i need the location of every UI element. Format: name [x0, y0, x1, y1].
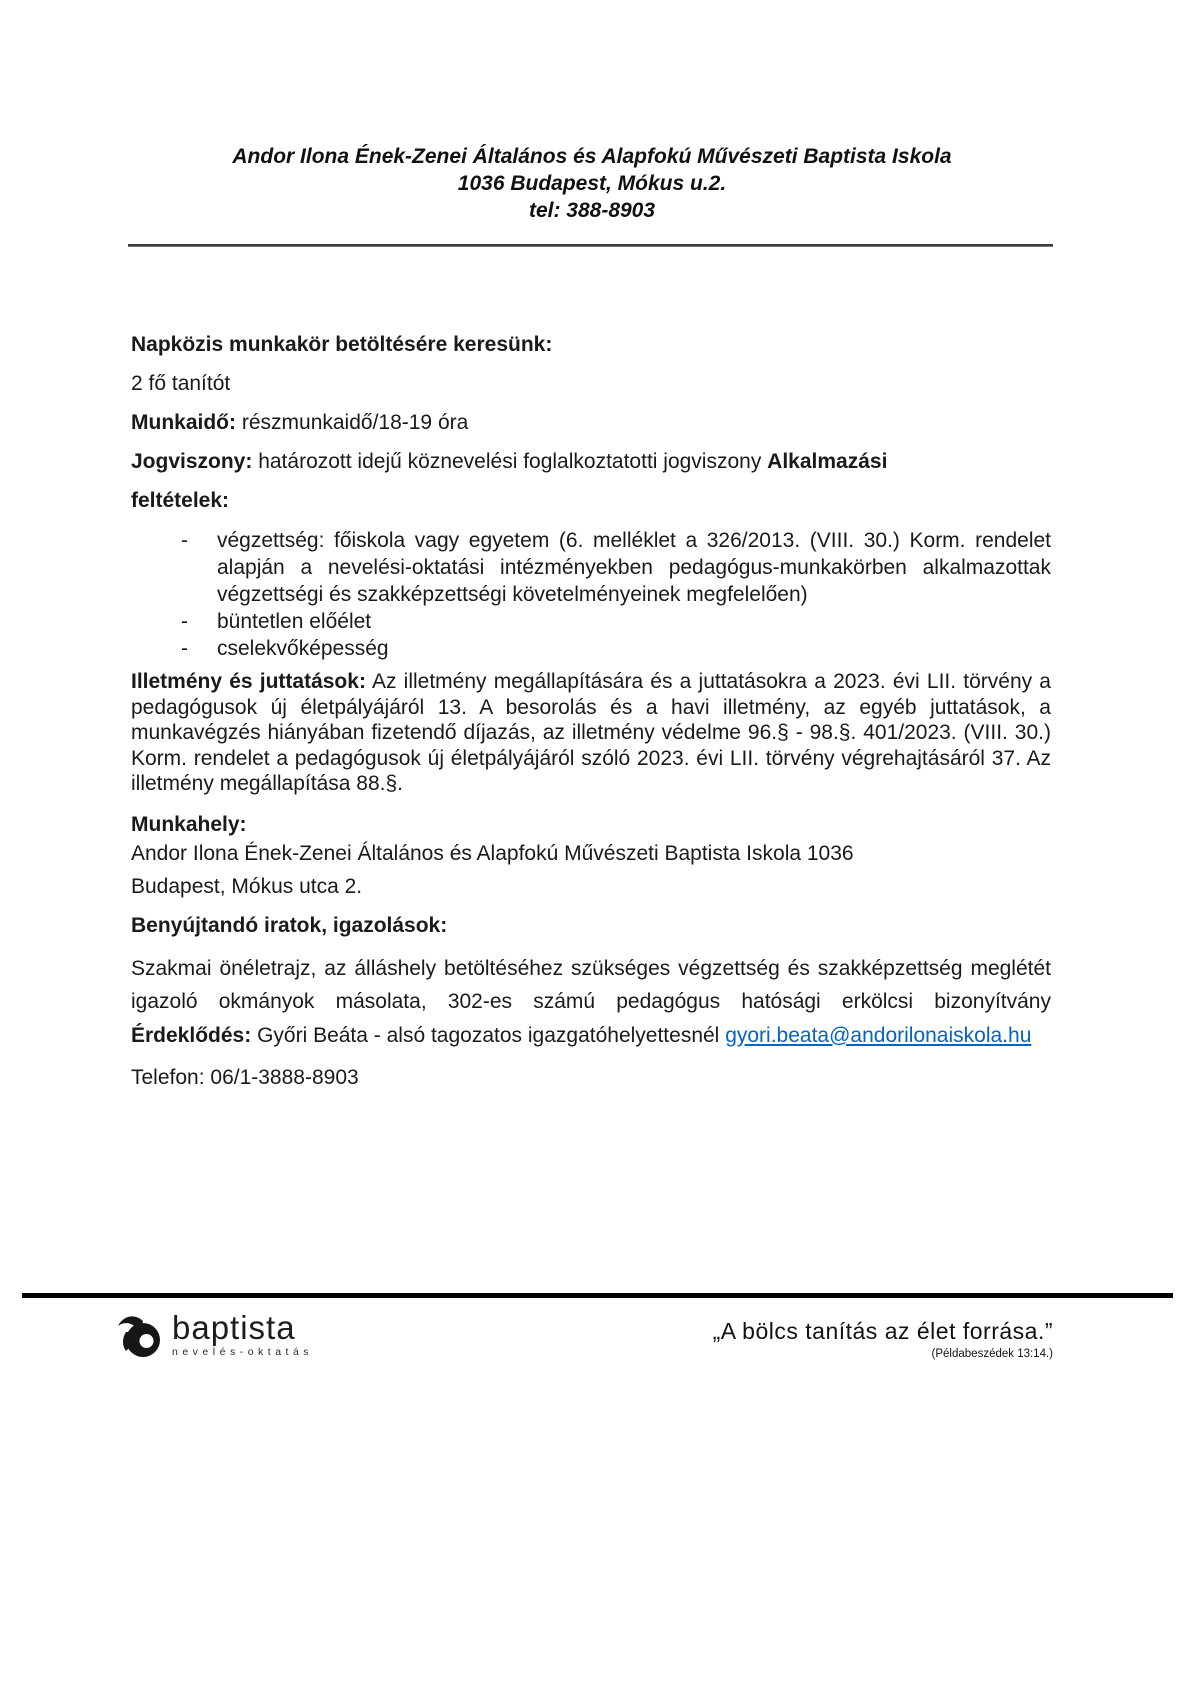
list-item [131, 527, 1051, 608]
salary-paragraph [131, 669, 1051, 797]
documents-text: Szakmai önéletrajz, az álláshely betöltéséhez szükséges végzettség és szakképzettség meglétét igazoló okmányok másolata, 302-es számú pedagógus hatósági erkölcsi bizonyítvány [131, 956, 1051, 1013]
worktime-value: részmunkaidő/18-19 óra [241, 411, 469, 434]
dash-marker: - [181, 610, 188, 633]
email-link[interactable]: gyori.beata@andorilonaiskola.hu [725, 1023, 1032, 1047]
dash-marker: - [181, 637, 188, 660]
contact-value: Győri Beáta - alsó tagozatos igazgatóhelyettesnél [257, 1023, 720, 1047]
footer-divider [22, 1293, 1173, 1298]
relation-label: Jogviszony: [131, 450, 253, 473]
header-divider [128, 244, 1053, 247]
documents-heading: Benyújtandó iratok, igazolások: [131, 913, 448, 937]
school-name: Andor Ilona Ének-Zenei Általános és Alapfokú Művészeti Baptista Iskola [232, 145, 952, 168]
condition-text: cselekvőképesség [217, 637, 389, 660]
salary-text: Az illetmény megállapítására és a juttatásokra a 2023. évi LII. törvény a pedagógusok új életpályájáról 13. A besorolás és a havi illetmény, az egyéb juttatások, a munkavégzés hiányában fizetendő díjazás, az illetmény védelme 96.§ - 98.§. 401/2023. (VIII. 30.) Korm. rendelet a pedagógusok új életpályájáról szóló 2023. évi LII. törvény végrehajtásáról 37. Az illetmény megállapítása 88.§. [131, 670, 1051, 795]
letterhead [131, 143, 1053, 224]
salary-label: Illetmény és juttatások: [131, 670, 366, 693]
relation-line [131, 449, 1051, 475]
worktime-line [131, 410, 1051, 436]
workplace-address-line1: Andor Ilona Ének-Zenei Általános és Alapfokú Művészeti Baptista Iskola 1036 [131, 841, 854, 865]
positions-line: 2 fő tanítót [131, 372, 231, 395]
logo-text-block [172, 1311, 313, 1358]
contact-label: Érdeklődés: [131, 1023, 252, 1047]
workplace-block [131, 810, 1051, 868]
conditions-list [131, 527, 1051, 662]
dove-icon [116, 1311, 166, 1363]
school-phone: tel: 388-8903 [528, 199, 656, 222]
workplace-address-line2: Budapest, Mókus utca 2. [131, 874, 363, 898]
workplace-label: Munkahely: [131, 812, 247, 836]
vacancy-heading: Napközis munkakör betöltésére keresünk: [131, 333, 553, 356]
dash-marker: - [181, 529, 188, 552]
list-item [131, 608, 1051, 635]
telephone-line: Telefon: 06/1-3888-8903 [131, 1066, 359, 1089]
logo-wordmark: baptista [172, 1309, 296, 1346]
bible-verse: (Példabeszédek 13:14.) [931, 1348, 1053, 1360]
worktime-label: Munkaidő: [131, 411, 236, 434]
relation-value: határozott idejű köznevelési foglalkoztatotti jogviszony [258, 450, 762, 473]
logo-subtext: nevelés-oktatás [172, 1346, 314, 1358]
list-item [131, 635, 1051, 662]
relation-bold-tail: Alkalmazási [767, 450, 888, 473]
condition-text: végzettség: főiskola vagy egyetem (6. melléklet a 326/2013. (VIII. 30.) Korm. rendelet alapján a nevelési-oktatási intézményekben pedagógus-munkakörben alkalmazottak végzettségi és szakképzettségi követelményeinek megfelelően) [217, 529, 1051, 606]
documents-paragraph [131, 952, 1051, 1053]
footer-quote [713, 1318, 1053, 1362]
baptista-logo [116, 1311, 313, 1363]
conditions-heading: feltételek: [131, 489, 230, 512]
quote-text: „A bölcs tanítás az élet forrása.” [712, 1318, 1053, 1344]
job-posting-body [131, 332, 1051, 1104]
school-address: 1036 Budapest, Mókus u.2. [457, 172, 727, 195]
condition-text: büntetlen előélet [217, 610, 372, 633]
